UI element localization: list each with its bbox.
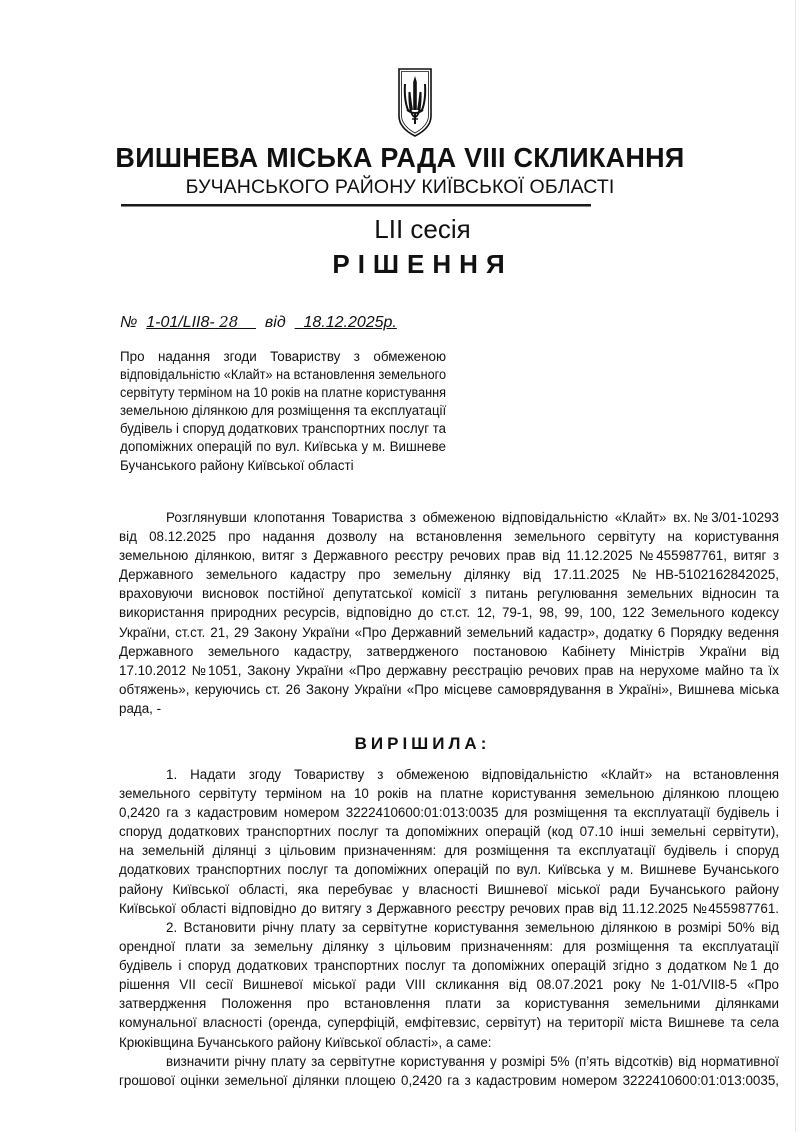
trident-coat-of-arms-icon xyxy=(397,66,433,138)
item-line: орендної плати за земельну ділянку з цільовим призначенням: для розміщення та експлуатації xyxy=(119,939,779,955)
preamble-line: 17.10.2012 №1051, Закону України «Про державну реєстрацію речових прав на нерухоме майно та їх xyxy=(119,662,779,678)
resolved-heading: ВИРІШИЛА: xyxy=(354,734,491,753)
subject-line: будівель і споруд додаткових транспортних послуг та xyxy=(120,421,446,437)
decision-subject xyxy=(120,348,446,475)
preamble-line: Державного земельного кадастру про земельну ділянку від 17.11.2025 №НВ-5102162842025, xyxy=(119,567,779,583)
item-line: грошової оцінки земельної ділянки площею 0,2420 га з кадастровим номером 3222410600:01:013:0035, xyxy=(119,1072,779,1088)
header-divider xyxy=(121,204,591,207)
item-line: визначити річну плату за сервітутне користування у розмірі 5% (п’ять відсотків) від нормативної xyxy=(166,1053,779,1069)
item-line: додаткових транспортних послуг та допоміжних операцій по вул. Київська у м. Вишневе Бучанського xyxy=(119,862,779,878)
number-field xyxy=(146,314,256,331)
subject-line: сервітуту терміном на 10 років на платне користування xyxy=(120,385,447,401)
page-edge xyxy=(795,0,796,1132)
item-line: 0,2420 га з кадастровим номером 3222410600:01:013:0035 для розміщення та експлуатації будівель і xyxy=(119,805,779,821)
council-subtitle: БУЧАНСЬКОГО РАЙОНУ КИЇВСЬКОЇ ОБЛАСТІ xyxy=(185,176,615,198)
item-line: будівель і споруд додаткових транспортних послуг та допоміжних операцій згідно з додатком №1 до xyxy=(119,958,779,974)
item-line: споруд додаткових транспортних послуг та допоміжних операцій (код 07.10 інші земельні сервітути), xyxy=(119,824,779,840)
item-line: рішення VII сесії Вишневої міської ради VIII скликання від 08.07.2021 року №1-01/VII8-5 «Про xyxy=(119,977,779,993)
item-line: 2. Встановити річну плату за сервітутне користування земельною ділянкою в розмірі 50% від xyxy=(166,920,779,935)
preamble-line: земельною ділянкою, витяг з Державного реєстру речових прав від 11.12.2025 №455987761, витяг з xyxy=(119,548,779,564)
preamble-line: враховуючи висновок постійної депутатської комісії з питань регулювання земельних відносин та xyxy=(119,586,779,602)
session-label: LII сесія xyxy=(374,214,471,244)
item-line: комунальної власності (оренда, суперфіцій, емфітевзис, сервітут) на території міста Вишневе та села xyxy=(119,1015,779,1031)
preamble-line: рада, - xyxy=(119,700,162,716)
preamble-paragraph xyxy=(119,508,779,718)
item-line: Київської області відповідно до витягу з Державного реєстру речових прав від 11.12.2025 №455987761. xyxy=(119,900,779,916)
subject-line: відповідальністю «Клайт» на встановлення земельного xyxy=(120,367,447,383)
council-title: ВИШНЕВА МІСЬКА РАДА VIII СКЛИКАННЯ xyxy=(115,142,685,173)
subject-line: Про надання згоди Товариству з обмеженою xyxy=(120,349,446,364)
item-line: затвердження Положення про встановлення плати за користування земельними ділянками xyxy=(119,996,779,1012)
item-line: земельного сервітуту терміном на 10 років на платне користування земельною ділянкою площею xyxy=(119,786,779,802)
preamble-line: від 08.12.2025 про надання дозволу на встановлення земельного сервітуту на користування xyxy=(119,529,779,545)
preamble-line: обтяжень», керуючись ст. 26 Закону України «Про місцеве самоврядування в Україні», Вишнева міська xyxy=(119,681,779,697)
preamble-line: використання природних ресурсів, відповідно до ст.ст. 12, 79-1, 98, 99, 100, 122 Земельного кодексу xyxy=(119,605,779,621)
subject-line: земельною ділянкою для розміщення та експлуатації xyxy=(120,403,447,419)
preamble-line: України, ст.ст. 21, 29 Закону України «Про Державний земельний кадастр», додатку 6 Порядку ведення xyxy=(119,624,779,640)
decision-date: 18.12.2025р. xyxy=(303,314,397,331)
subject-line: Бучанського району Київської області xyxy=(120,457,354,473)
number-printed: 1-01/LII8- xyxy=(146,314,215,331)
decision-item-2 xyxy=(119,918,779,1090)
preamble-line: Державного земельного кадастру, затвердженого постановою Кабінету Міністрів України від xyxy=(119,643,779,659)
item-line: Крюківщина Бучанського району Київської області», а саме: xyxy=(119,1034,492,1050)
preamble-line: Розглянувши клопотання Товариства з обмеженою відповідальністю «Клайт» вх.№3/01-10293 xyxy=(166,510,779,525)
item-line: 1. Надати згоду Товариству з обмеженою відповідальністю «Клайт» на встановлення xyxy=(166,767,779,782)
item-line: на земельній ділянці з цільовим призначенням: для розміщення та експлуатації будівель і споруд xyxy=(119,843,779,859)
date-field xyxy=(295,314,397,331)
decision-title: РІШЕННЯ xyxy=(332,249,513,279)
decision-item-1 xyxy=(119,765,779,918)
item-line: району Київської області, яка перебуває у власності Вишневої міської ради Бучанського району xyxy=(119,881,779,897)
number-prefix: № xyxy=(120,314,138,331)
number-handwritten: 28 xyxy=(219,313,239,331)
document-number xyxy=(120,313,397,332)
subject-line: допоміжних операцій по вул. Київська у м. Вишневе xyxy=(120,439,446,455)
date-label: від xyxy=(264,314,286,331)
